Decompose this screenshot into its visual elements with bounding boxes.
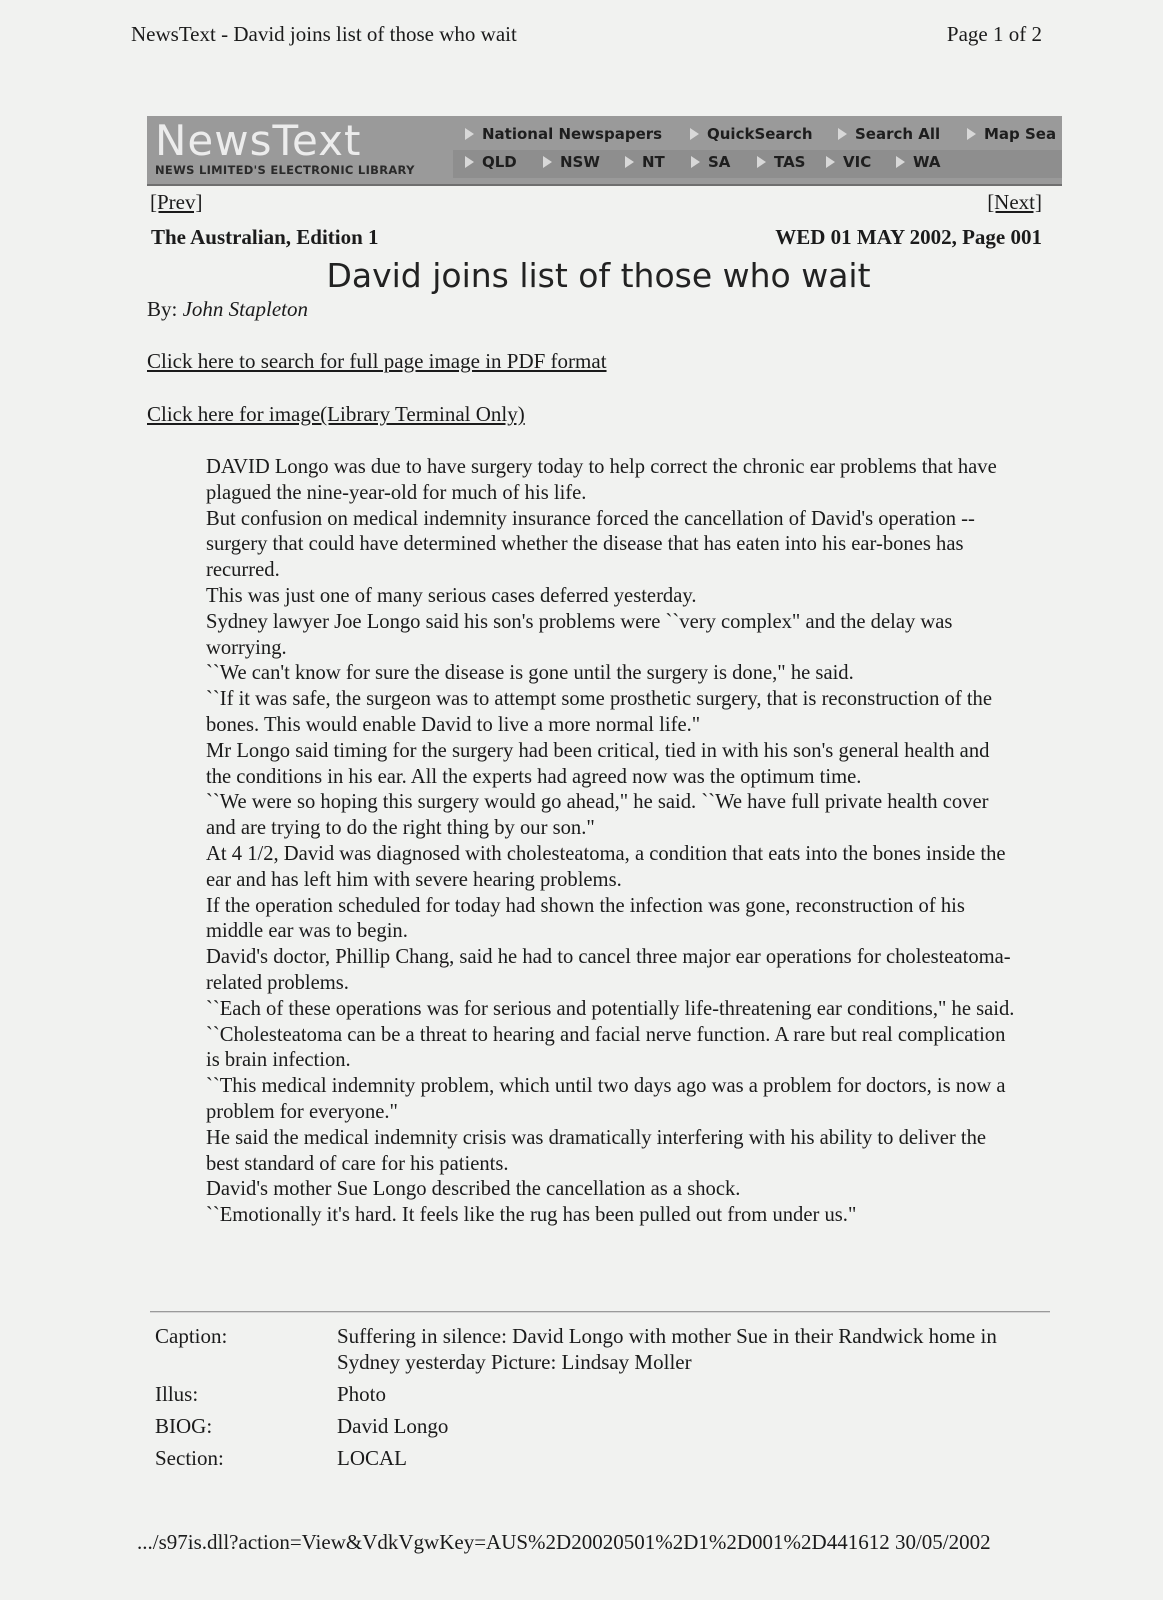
article-paragraph: ``Each of these operations was for serious and potentially life-threatening ear conditions," he said. — [206, 997, 1015, 1020]
meta-label: Illus: — [155, 1382, 199, 1406]
nav-label: QuickSearch — [707, 125, 813, 143]
section-divider — [150, 1311, 1050, 1313]
article-paragraph: At 4 1/2, David was diagnosed with cholesteatoma, a condition that eats into the bones inside the ear and has left him with severe hearing problems. — [206, 842, 1006, 891]
meta-label: BIOG: — [155, 1414, 213, 1438]
arrow-right-icon — [967, 128, 976, 140]
article-paragraph: DAVID Longo was due to have surgery today to help correct the chronic ear problems that have plagued the nine-year-old for much of his life. — [206, 456, 997, 504]
image-link[interactable]: Click here for image(Library Terminal Only) — [147, 402, 525, 426]
article-paragraph: This was just one of many serious cases deferred yesterday. — [206, 584, 697, 607]
nav-label: QLD — [482, 153, 517, 171]
nav-label: VIC — [843, 153, 872, 171]
meta-caption-row — [155, 1323, 1057, 1375]
article-paragraph: ``Cholesteatoma can be a threat to hearing and facial nerve function. A rare but real complication is brain infection. — [206, 1023, 1006, 1072]
article-paragraph: But confusion on medical indemnity insurance forced the cancellation of David's operation -- surgery that could have determined whether the disease that has eaten into his ear-bones has recurred. — [206, 507, 975, 582]
article-paragraph: Mr Longo said timing for the surgery had been critical, tied in with his son's general health and the conditions in his ear. All the experts had agreed now was the optimum time. — [206, 739, 990, 788]
nav-state-sa[interactable] — [691, 153, 730, 171]
meta-illus-row — [155, 1381, 1057, 1407]
byline-prefix: By: — [147, 297, 178, 321]
prev-link[interactable]: [Prev] — [150, 190, 203, 214]
nav-label: Map Sea — [984, 125, 1057, 143]
meta-section-value: LOCAL — [337, 1446, 407, 1470]
nav-label: WA — [913, 153, 941, 171]
nav-state-vic[interactable] — [826, 153, 871, 171]
article-paragraph: If the operation scheduled for today had shown the infection was gone, reconstruction of his middle ear was to begin. — [206, 894, 965, 943]
publication-name: The Australian, Edition 1 — [151, 225, 379, 249]
meta-label: Caption: — [155, 1324, 228, 1348]
nav-map-search[interactable] — [967, 125, 1056, 143]
article-byline — [147, 297, 308, 322]
article-dateline: WED 01 MAY 2002, Page 001 — [775, 225, 1042, 249]
print-header-title: NewsText - David joins list of those who wait — [131, 22, 517, 46]
article-paragraph: ``We can't know for sure the disease is gone until the surgery is done," he said. — [206, 662, 854, 685]
article-paragraph: ``We were so hoping this surgery would go ahead," he said. ``We have full private health cover and are trying to do the right thing by our son." — [206, 791, 989, 840]
article-headline: David joins list of those who wait — [326, 256, 871, 295]
arrow-right-icon — [691, 156, 700, 168]
article-paragraph: ``This medical indemnity problem, which until two days ago was a problem for doctors, is now a problem for everyone." — [206, 1075, 1006, 1123]
arrow-right-icon — [625, 156, 634, 168]
arrow-right-icon — [543, 156, 552, 168]
nav-label: SA — [708, 153, 731, 171]
nav-label: TAS — [774, 153, 806, 171]
newstext-logo[interactable]: NewsText — [155, 116, 362, 165]
print-header-page-number: Page 1 of 2 — [946, 22, 1042, 46]
arrow-right-icon — [896, 156, 905, 168]
next-link[interactable]: [Next] — [987, 190, 1042, 214]
nav-state-nt[interactable] — [625, 153, 665, 171]
nav-top-row — [465, 122, 1062, 148]
pdf-search-link[interactable]: Click here to search for full page image in PDF format — [147, 349, 607, 373]
arrow-right-icon — [690, 128, 699, 140]
nav-search-all[interactable] — [838, 125, 940, 143]
arrow-right-icon — [757, 156, 766, 168]
article-paragraph: ``If it was safe, the surgeon was to attempt some prosthetic surgery, that is reconstruction of the bones. This would enable David to live a more normal life." — [206, 688, 992, 736]
nav-states-row — [453, 150, 1062, 178]
nav-label: National Newspapers — [482, 125, 663, 143]
nav-state-qld[interactable] — [465, 153, 517, 171]
nav-national-newspapers[interactable] — [465, 125, 662, 143]
meta-section-row — [155, 1445, 1057, 1471]
article-paragraph: David's mother Sue Longo described the cancellation as a shock. — [206, 1178, 741, 1201]
meta-biog-value: David Longo — [337, 1414, 449, 1438]
article-body — [206, 455, 1016, 1229]
article-paragraph: David's doctor, Phillip Chang, said he had to cancel three major ear operations for cholesteatoma-related problems. — [206, 946, 1011, 994]
article-paragraph: ``Emotionally it's hard. It feels like the rug has been pulled out from under us." — [206, 1204, 857, 1227]
newstext-tagline: NEWS LIMITED'S ELECTRONIC LIBRARY — [155, 163, 415, 177]
nav-label: Search All — [855, 125, 941, 143]
meta-caption-value: Suffering in silence: David Longo with mother Sue in their Randwick home in Sydney yesterday Picture: Lindsay Moller — [337, 1324, 997, 1374]
nav-quicksearch[interactable] — [690, 125, 813, 143]
nav-state-wa[interactable] — [896, 153, 940, 171]
meta-label: Section: — [155, 1446, 224, 1470]
print-footer-url: .../s97is.dll?action=View&VdkVgwKey=AUS%2D20020501%2D1%2D001%2D441612 30/05/2002 — [137, 1530, 991, 1554]
article-metadata — [155, 1323, 1057, 1477]
arrow-right-icon — [465, 128, 474, 140]
arrow-right-icon — [826, 156, 835, 168]
nav-label: NSW — [560, 153, 600, 171]
meta-biog-row — [155, 1413, 1057, 1439]
article-paragraph: Sydney lawyer Joe Longo said his son's problems were ``very complex" and the delay was worrying. — [206, 610, 953, 659]
arrow-right-icon — [465, 156, 474, 168]
nav-label: NT — [642, 153, 665, 171]
byline-author: John Stapleton — [182, 297, 308, 321]
nav-state-nsw[interactable] — [543, 153, 600, 171]
nav-state-tas[interactable] — [757, 153, 805, 171]
newstext-banner — [147, 116, 1062, 186]
arrow-right-icon — [838, 128, 847, 140]
meta-illus-value: Photo — [337, 1382, 387, 1406]
article-paragraph: He said the medical indemnity crisis was dramatically interfering with his ability to deliver the best standard of care for his patients. — [206, 1126, 987, 1175]
